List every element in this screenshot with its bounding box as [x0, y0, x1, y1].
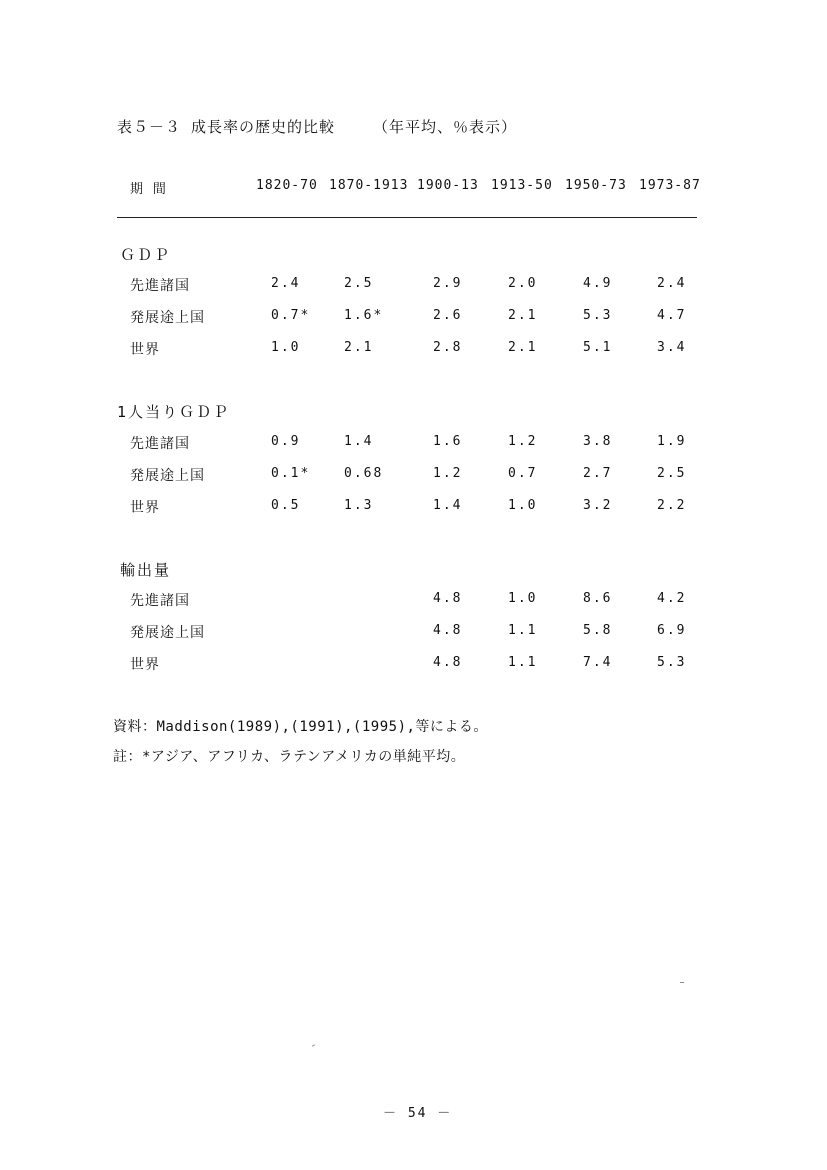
table-cell: 4.8	[433, 591, 463, 606]
table-cell: 1.2	[433, 466, 463, 481]
row-label: 発展途上国	[130, 625, 205, 641]
table-cell: 1.1	[508, 623, 538, 638]
scan-speck	[680, 982, 684, 983]
table-cell: 0.9	[271, 434, 301, 449]
table-cell: 0.1*	[271, 466, 311, 481]
table-cell: 4.2	[657, 591, 687, 606]
table-cell: 1.3	[344, 498, 374, 513]
table-cell: 2.6	[433, 308, 463, 323]
table-cell: 1.0	[271, 340, 301, 355]
table-title-text: 表５－３ 成長率の歴史的比較	[117, 118, 336, 136]
table-cell: 4.7	[657, 308, 687, 323]
row-label: 発展途上国	[130, 310, 205, 326]
row-label: 先進諸国	[130, 278, 190, 294]
row-label: 先進諸国	[130, 593, 190, 609]
row-label: 世界	[130, 657, 160, 673]
table-cell: 5.8	[583, 623, 613, 638]
table-cell: 1.4	[344, 434, 374, 449]
table-cell: 1.0	[508, 591, 538, 606]
table-cell: 0.7	[508, 466, 538, 481]
section-title-per-capita-gdp: 1人当りＧＤＰ	[117, 403, 231, 421]
table-cell: 2.4	[657, 276, 687, 291]
table-title	[117, 116, 517, 137]
row-label: 発展途上国	[130, 468, 205, 484]
row-label: 世界	[130, 342, 160, 358]
table-cell: 1.4	[433, 498, 463, 513]
table-cell: 2.1	[508, 340, 538, 355]
scan-speck	[312, 1044, 315, 1046]
table-cell: 5.3	[583, 308, 613, 323]
table-cell: 2.5	[657, 466, 687, 481]
table-cell: 1.0	[508, 498, 538, 513]
header-col-3: 1900-13	[417, 178, 479, 193]
table-cell: 0.7*	[271, 308, 311, 323]
row-label: 先進諸国	[130, 436, 190, 452]
table-cell: 2.4	[271, 276, 301, 291]
table-cell: 4.8	[433, 655, 463, 670]
table-cell: 1.1	[508, 655, 538, 670]
table-cell: 4.9	[583, 276, 613, 291]
table-cell: 3.8	[583, 434, 613, 449]
table-cell: 4.8	[433, 623, 463, 638]
section-title-gdp: ＧＤＰ	[120, 246, 172, 264]
table-cell: 2.9	[433, 276, 463, 291]
table-cell: 1.9	[657, 434, 687, 449]
header-col-6: 1973-87	[639, 178, 701, 193]
table-cell: 2.7	[583, 466, 613, 481]
table-cell: 6.9	[657, 623, 687, 638]
footnote: 註：*アジア、アフリカ、ラテンアメリカの単純平均。	[113, 749, 466, 765]
table-cell: 3.4	[657, 340, 687, 355]
table-cell: 2.0	[508, 276, 538, 291]
section-title-export-volume: 輸出量	[120, 561, 172, 579]
page-number: － 54 －	[383, 1106, 453, 1121]
header-period: 期 間	[130, 182, 167, 197]
table-cell: 2.8	[433, 340, 463, 355]
table-cell: 5.3	[657, 655, 687, 670]
table-cell: 0.5	[271, 498, 301, 513]
table-unit-note: （年平均、％表示）	[373, 118, 518, 136]
row-label: 世界	[130, 500, 160, 516]
header-col-1: 1820-70	[256, 178, 318, 193]
table-cell: 2.1	[508, 308, 538, 323]
header-col-4: 1913-50	[491, 178, 553, 193]
header-col-5: 1950-73	[565, 178, 627, 193]
table-cell: 2.5	[344, 276, 374, 291]
header-rule	[117, 217, 697, 218]
table-cell: 0.68	[344, 466, 384, 481]
source-note: 資料：Maddison(1989),(1991),(1995),等による。	[113, 719, 488, 735]
table-cell: 7.4	[583, 655, 613, 670]
table-cell: 5.1	[583, 340, 613, 355]
table-cell: 3.2	[583, 498, 613, 513]
table-cell: 1.6*	[344, 308, 384, 323]
table-cell: 2.2	[657, 498, 687, 513]
table-cell: 1.2	[508, 434, 538, 449]
table-cell: 2.1	[344, 340, 374, 355]
table-cell: 8.6	[583, 591, 613, 606]
header-col-2: 1870-1913	[329, 178, 409, 193]
table-cell: 1.6	[433, 434, 463, 449]
